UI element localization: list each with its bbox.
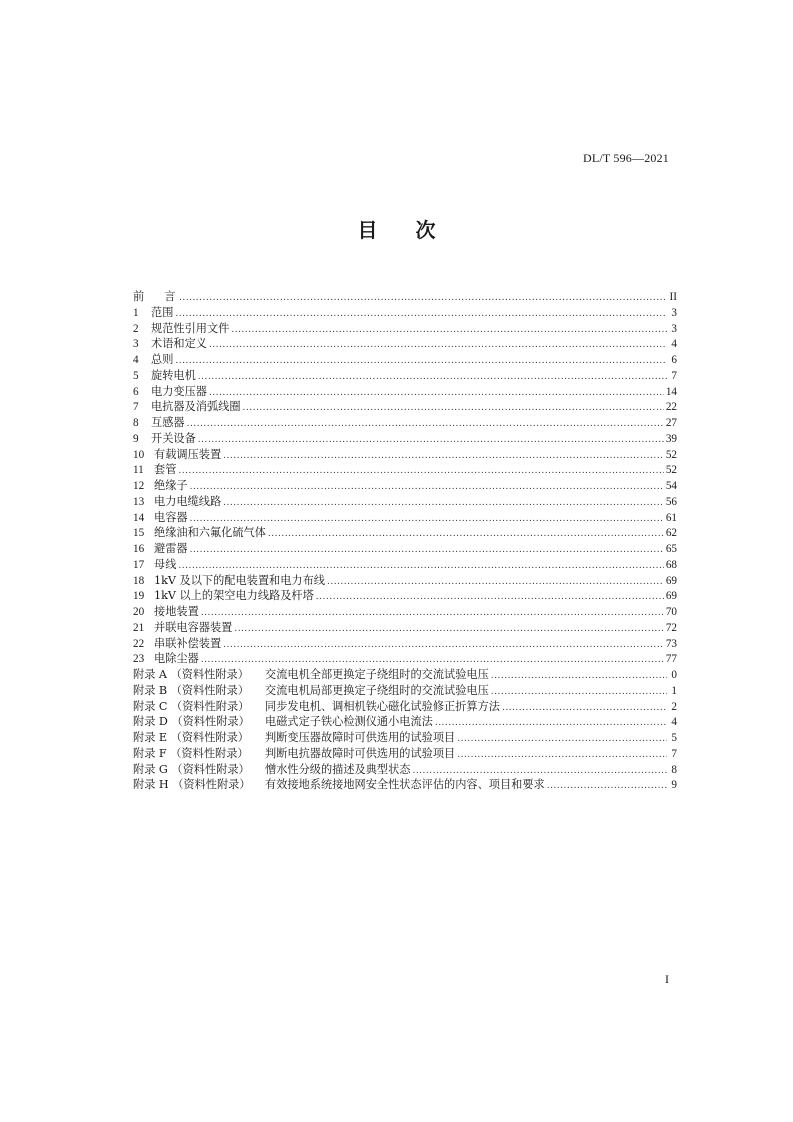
document-code: DL/T 596—2021: [582, 151, 669, 165]
toc-page-number: 62: [665, 527, 677, 540]
section-title: 接地装置: [154, 605, 199, 618]
toc-page-number: 9: [671, 779, 677, 792]
toc-title-char-1: 目: [357, 218, 378, 242]
appendix-label: 附录 F （资料性附录）: [133, 746, 249, 760]
section-number: 15: [133, 527, 145, 540]
leader-dots: [179, 291, 667, 307]
section-number: 12: [133, 480, 145, 492]
leader-dots: [178, 464, 663, 480]
toc-entry-section[interactable]: [133, 336, 677, 352]
toc-page-number: 65: [665, 543, 677, 555]
toc-entry-section[interactable]: [133, 415, 677, 431]
toc-page-number: 61: [665, 511, 677, 524]
section-title: 电力变压器: [151, 384, 207, 398]
section-title: 电容器: [154, 510, 188, 524]
toc-entry-section[interactable]: [133, 399, 677, 415]
toc-page-number: II: [669, 291, 677, 303]
toc-entry-appendix[interactable]: [133, 699, 677, 715]
toc-page-number: 68: [665, 558, 677, 571]
toc-entry-section[interactable]: [133, 651, 677, 667]
appendix-title: 有效接地系统接地网安全性状态评估的内容、项目和要求: [265, 778, 545, 792]
toc-entry-appendix[interactable]: [133, 762, 677, 778]
toc-title-char-2: 次: [415, 218, 436, 242]
toc-entry-section[interactable]: [133, 573, 677, 589]
section-title: 1kV 及以下的配电装置和电力布线: [154, 573, 325, 587]
toc-page-number: 7: [671, 369, 677, 382]
section-title: 串联补偿装置: [154, 636, 222, 650]
appendix-label: 附录 A （资料性附录）: [133, 668, 249, 681]
toc-page-number: 22: [665, 401, 677, 414]
section-number: 5: [133, 369, 139, 382]
section-title: 旋转电机: [151, 368, 196, 382]
section-number: 19: [133, 590, 145, 603]
section-number: 10: [133, 448, 145, 461]
toc-page-number: 69: [665, 574, 677, 587]
section-number: 20: [133, 606, 145, 618]
leader-dots: [457, 748, 667, 764]
section-title: 避雷器: [154, 542, 188, 555]
table-of-contents: [133, 289, 677, 793]
toc-entry-foreword[interactable]: [133, 289, 677, 305]
toc-entry-appendix[interactable]: [133, 667, 677, 683]
leader-dots: [457, 732, 667, 748]
leader-dots: [187, 417, 664, 433]
toc-entry-section[interactable]: [133, 604, 677, 620]
toc-page-number: 56: [665, 495, 677, 508]
section-title: 绝缘子: [154, 479, 188, 492]
section-number: 4: [133, 354, 139, 366]
toc-entry-section[interactable]: [133, 431, 677, 447]
leader-dots: [190, 543, 664, 559]
appendix-label: 附录 B （资料性附录）: [133, 683, 250, 697]
appendix-title: 判断电抗器故障时可供选用的试验项目: [265, 746, 456, 760]
appendix-label: 附录 H （资料性附录）: [133, 778, 251, 792]
toc-page-number: 3: [671, 306, 677, 319]
leader-dots: [231, 323, 667, 339]
leader-dots: [223, 496, 664, 512]
toc-entry-section[interactable]: [133, 588, 677, 604]
leader-dots: [223, 449, 664, 465]
toc-page-number: 14: [665, 385, 677, 398]
toc-page-number: 1: [671, 684, 677, 697]
section-number: 8: [133, 417, 139, 429]
section-number: 16: [133, 543, 145, 555]
toc-page-number: 3: [671, 322, 677, 335]
toc-page-number: 4: [671, 716, 677, 729]
section-number: 18: [133, 574, 145, 587]
leader-dots: [201, 606, 664, 622]
section-title: 绝缘油和六氟化硫气体: [154, 526, 266, 540]
toc-entry-appendix[interactable]: [133, 714, 677, 730]
appendix-label: 附录 G （资料性附录）: [133, 762, 250, 776]
toc-page-number: 4: [671, 338, 677, 351]
page-number: I: [665, 972, 669, 986]
toc-page-number: 7: [671, 747, 677, 760]
leader-dots: [491, 669, 667, 685]
section-number: 23: [133, 653, 145, 666]
toc-page-number: 6: [671, 354, 677, 366]
section-title: 开关设备: [151, 431, 196, 445]
appendix-title: 判断变压器故障时可供选用的试验项目: [265, 731, 456, 744]
toc-entry-section[interactable]: [133, 321, 677, 337]
section-number: 9: [133, 432, 139, 445]
toc-entry-section[interactable]: [133, 352, 677, 368]
appendix-label: 附录 D （资料性附录）: [133, 715, 250, 729]
leader-dots: [502, 701, 667, 717]
leader-dots: [234, 622, 663, 638]
toc-page-number: 73: [665, 637, 677, 650]
section-number: 7: [133, 401, 139, 414]
toc-entry-section[interactable]: [133, 510, 677, 526]
appendix-title: 同步发电机、调相机铁心磁化试验修正折算方法: [265, 699, 500, 713]
toc-page-number: 8: [671, 763, 677, 776]
toc-entry-appendix[interactable]: [133, 746, 677, 762]
toc-entry-section[interactable]: [133, 620, 677, 636]
leader-dots: [327, 575, 664, 591]
section-number: 3: [133, 338, 139, 351]
toc-entry-section[interactable]: [133, 384, 677, 400]
section-title: 电除尘器: [154, 652, 199, 666]
toc-page-number: 72: [665, 621, 677, 634]
toc-page-number: 52: [665, 464, 677, 477]
toc-page-number: 54: [665, 480, 677, 492]
toc-page-number: 27: [665, 417, 677, 429]
section-title: 互感器: [151, 416, 185, 429]
section-number: 14: [133, 511, 145, 524]
leader-dots: [243, 401, 664, 417]
toc-entry-section[interactable]: [133, 557, 677, 573]
appendix-label: 附录 E （资料性附录）: [133, 731, 249, 744]
section-title: 电力电缆线路: [154, 494, 222, 508]
leader-dots: [209, 386, 664, 402]
toc-page-number: 2: [671, 700, 677, 713]
toc-page-number: 39: [665, 432, 677, 445]
leader-dots: [547, 779, 667, 795]
leader-dots: [209, 338, 667, 354]
section-number: 6: [133, 385, 139, 398]
toc-entry-section[interactable]: [133, 368, 677, 384]
section-number: 13: [133, 495, 145, 508]
section-title: 并联电容器装置: [154, 620, 233, 634]
leader-dots: [175, 307, 667, 323]
appendix-title: 交流电机局部更换定子绕组时的交流试验电压: [265, 683, 489, 697]
section-title: 套管: [154, 463, 177, 477]
section-title: 有载调压装置: [154, 447, 222, 461]
toc-entry-section[interactable]: [133, 462, 677, 478]
toc-entry-section[interactable]: [133, 525, 677, 541]
toc-entry-section[interactable]: [133, 541, 677, 557]
appendix-title: 憎水性分级的描述及典型状态: [265, 762, 411, 776]
appendix-title: 交流电机全部更换定子绕组时的交流试验电压: [265, 668, 489, 681]
section-title: 总则: [151, 353, 174, 366]
toc-entry-section[interactable]: [133, 447, 677, 463]
section-number: 2: [133, 322, 139, 335]
section-number: 22: [133, 637, 145, 650]
section-number: 17: [133, 558, 145, 571]
toc-title: [0, 214, 793, 243]
toc-page-number: 69: [665, 590, 677, 603]
toc-entry-appendix[interactable]: [133, 730, 677, 746]
foreword-label: 前 言: [133, 290, 176, 303]
toc-entry-appendix[interactable]: [133, 683, 677, 699]
appendix-title: 电磁式定子铁心检测仪通小电流法: [265, 715, 433, 729]
toc-page-number: 5: [671, 732, 677, 744]
toc-entry-section[interactable]: [133, 478, 677, 494]
leader-dots: [268, 527, 664, 543]
appendix-label: 附录 C （资料性附录）: [133, 699, 250, 713]
section-number: 1: [133, 306, 139, 319]
toc-entry-section[interactable]: [133, 636, 677, 652]
toc-entry-section[interactable]: [133, 494, 677, 510]
section-title: 规范性引用文件: [151, 321, 230, 335]
toc-page-number: 52: [665, 448, 677, 461]
section-number: 21: [133, 621, 145, 634]
leader-dots: [223, 638, 664, 654]
toc-entry-section[interactable]: [133, 305, 677, 321]
leader-dots: [491, 685, 667, 701]
section-title: 术语和定义: [151, 337, 207, 351]
leader-dots: [198, 433, 664, 449]
toc-page-number: 70: [665, 606, 677, 618]
toc-page-number: 77: [665, 653, 677, 666]
leader-dots: [198, 370, 667, 386]
leader-dots: [435, 716, 667, 732]
toc-page-number: 0: [671, 669, 677, 681]
section-title: 范围: [151, 305, 174, 319]
leader-dots: [175, 354, 667, 370]
leader-dots: [316, 590, 664, 606]
section-title: 1kV 以上的架空电力线路及杆塔: [154, 589, 314, 603]
section-number: 11: [133, 464, 144, 477]
section-title: 电抗器及消弧线圈: [151, 400, 241, 414]
section-title: 母线: [154, 557, 177, 571]
toc-entry-appendix[interactable]: [133, 777, 677, 793]
leader-dots: [190, 480, 664, 496]
